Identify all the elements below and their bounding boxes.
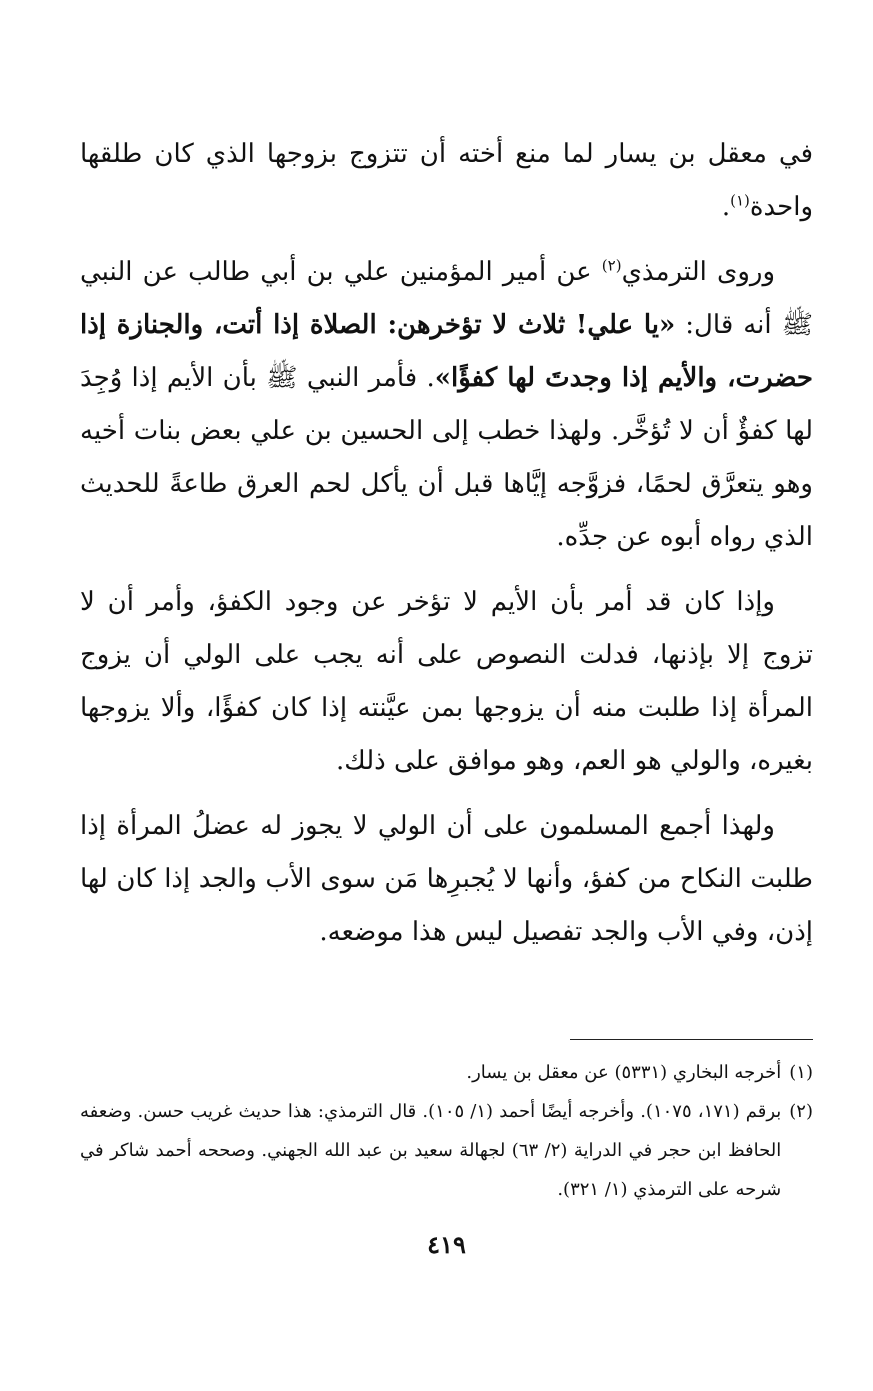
text-segment: . فأمر النبي ﷺ بأن الأيم إذا وُجِدَ لها كفؤٌ أن لا تُؤخَّر. ولهذا خطب إلى الحسين بن علي بعض بنات أخيه وهو يتعرَّق لحمًا، فزوَّجه إيَّاها قبل أن يأكل لحم العرق طاعةً للحديث الذي رواه أبوه عن جدِّه. [80, 363, 813, 552]
text-segment: . [721, 192, 731, 222]
paragraph [80, 128, 813, 234]
footnote-number: (٢) [789, 1101, 813, 1122]
text-segment: ولهذا أجمع المسلمون على أن الولي لا يجوز له عضلُ المرأة إذا طلبت النكاح من كفؤ، وأنها لا يُجبرِها مَن سوى الأب والجد إذا كان لها إذن، وفي الأب والجد تفصيل ليس هذا موضعه. [80, 811, 813, 947]
footnote-reference: (١) [730, 191, 750, 210]
paragraph [80, 246, 813, 564]
footnote-text: أخرجه البخاري (٥٣٣١) عن معقل بن يسار. [466, 1062, 782, 1083]
footnote-number: (١) [789, 1062, 813, 1083]
document-page [80, 128, 813, 1378]
paragraph [80, 800, 813, 959]
text-segment: في معقل بن يسار لما منع أخته أن تتزوج بزوجها الذي كان طلقها واحدة [80, 139, 813, 222]
text-segment: وإذا كان قد أمر بأن الأيم لا تؤخر عن وجود الكفؤ، وأمر أن لا تزوج إلا بإذنها، فدلت النصوص على أنه يجب على الولي أن يزوج المرأة إذا طلبت منه أن يزوجها بمن عيَّنته إذا كان كفؤًا، وألا يزوجها بغيره، والولي هو العم، وهو موافق على ذلك. [80, 587, 813, 776]
paragraph [80, 576, 813, 788]
text-segment: وروى الترمذي [621, 257, 776, 287]
footnote [80, 1053, 813, 1092]
footnote-text: برقم (١٧١، ١٠٧٥). وأخرجه أيضًا أحمد (١/ ١٠٥). قال الترمذي: هذا حديث غريب حسن. وضعفه الحافظ ابن حجر في الدراية (٢/ ٦٣) لجهالة سعيد بن عبد الله الجهني. وصححه أحمد شاكر في شرحه على الترمذي (١/ ٣٢١). [80, 1101, 782, 1200]
page-number: ٤١٩ [427, 1230, 466, 1259]
hadith-quote: «يا علي! ثلاث لا تؤخرهن: الصلاة إذا أتت، والجنازة إذا حضرت، والأيم إذا وجدتَ لها كفؤًا» [80, 310, 813, 393]
text-segment: عن أمير المؤمنين علي بن أبي طالب عن النبي ﷺ أنه قال: [80, 257, 813, 340]
footnotes [80, 1053, 813, 1209]
footnote-reference: (٢) [601, 256, 622, 275]
footnote-divider [570, 1039, 813, 1040]
body-text [80, 128, 813, 959]
footnote [80, 1092, 813, 1209]
